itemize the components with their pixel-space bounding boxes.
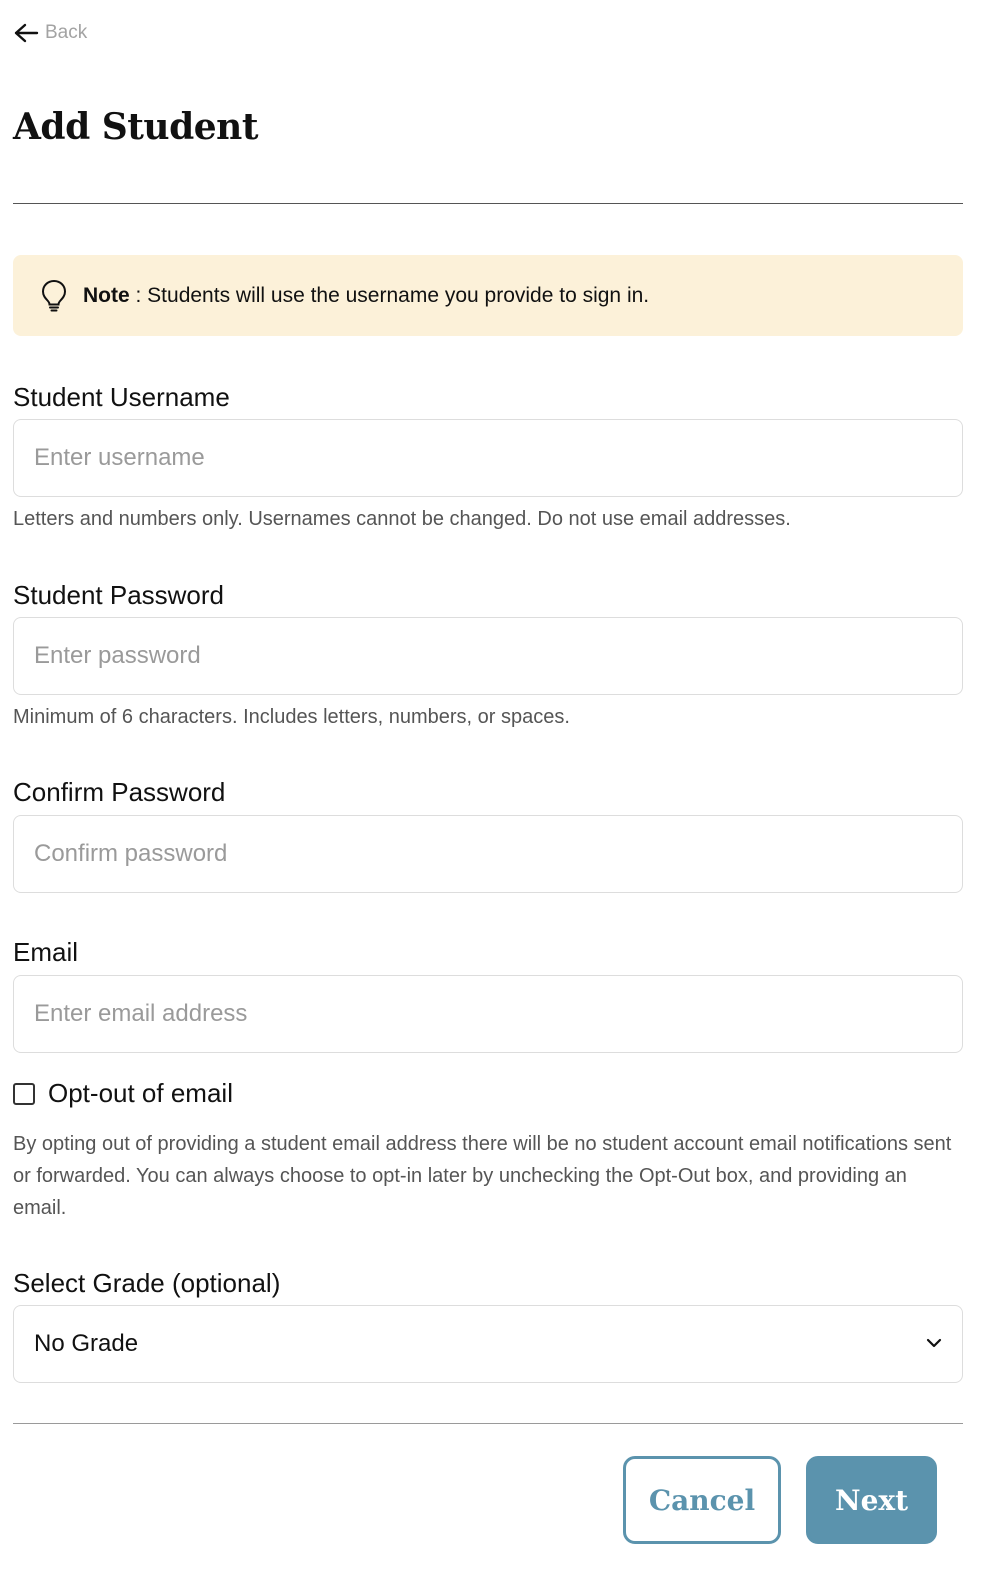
confirm-password-input[interactable] xyxy=(13,815,963,893)
note-bold: Note xyxy=(83,283,130,307)
username-hint: Letters and numbers only. Usernames cannot be changed. Do not use email addresses. xyxy=(13,508,791,530)
opt-out-description: By opting out of providing a student email address there will be no student account email notifications sent or forwarded. You can always choose to opt-in later by unchecking the Opt-Out box, and providing an email. xyxy=(13,1133,952,1219)
opt-out-row[interactable] xyxy=(13,1078,233,1109)
header-divider xyxy=(13,203,963,204)
email-label: Email xyxy=(13,937,79,967)
password-label: Student Password xyxy=(13,580,225,610)
next-button[interactable]: Next xyxy=(806,1456,937,1544)
chevron-down-icon xyxy=(926,1335,942,1353)
grade-label: Select Grade (optional) xyxy=(13,1268,281,1298)
arrow-left-icon xyxy=(13,22,39,44)
grade-selected-value: No Grade xyxy=(34,1330,139,1357)
opt-out-checkbox[interactable] xyxy=(13,1083,35,1105)
lightbulb-icon xyxy=(41,279,83,313)
username-label: Student Username xyxy=(13,382,230,412)
email-input[interactable] xyxy=(13,975,963,1053)
cancel-button[interactable]: Cancel xyxy=(623,1456,781,1544)
back-label: Back xyxy=(45,22,88,43)
back-link[interactable] xyxy=(13,22,87,44)
page-title: Add Student xyxy=(13,106,258,148)
note-message: : Students will use the username you provide to sign in. xyxy=(129,283,650,307)
note-banner xyxy=(13,255,963,336)
password-hint: Minimum of 6 characters. Includes letters, numbers, or spaces. xyxy=(13,706,570,728)
confirm-password-label: Confirm Password xyxy=(13,777,226,807)
footer-divider xyxy=(13,1423,963,1424)
username-input[interactable] xyxy=(13,419,963,497)
note-text xyxy=(83,284,649,308)
opt-out-label: Opt-out of email xyxy=(48,1078,233,1108)
grade-select[interactable] xyxy=(13,1305,963,1383)
password-input[interactable] xyxy=(13,617,963,695)
